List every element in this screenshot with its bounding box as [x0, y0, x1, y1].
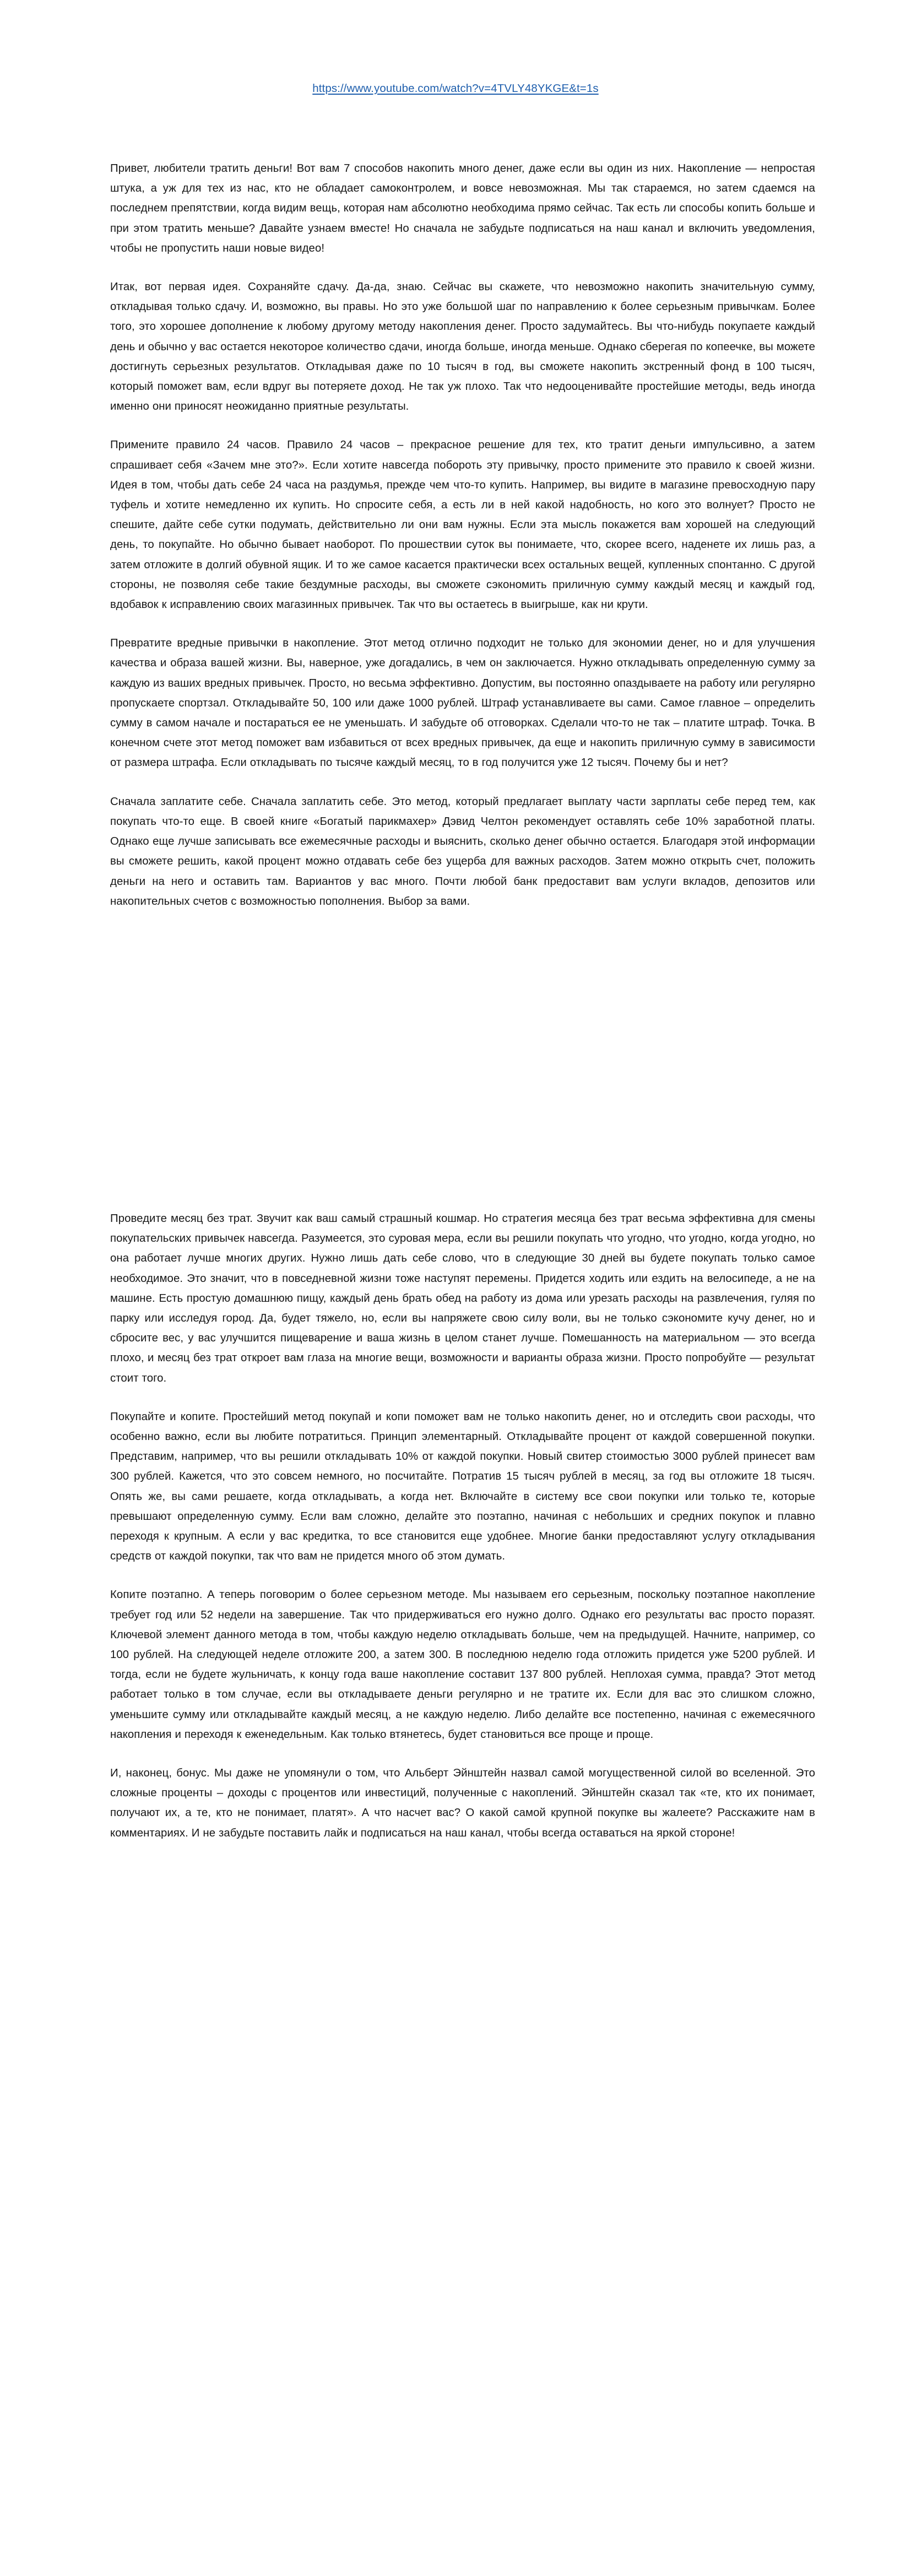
- article-body: [110, 159, 815, 1843]
- article-section-one: [110, 159, 815, 911]
- article-section-two: [110, 1209, 815, 1843]
- paragraph-save-in-stages: Копите поэтапно. А теперь поговорим о более серьезном методе. Мы называем его серьезным, поскольку поэтапное накопление требует год или 52 недели на завершение. Так что придерживаться его нужно долго. Однако его результаты вас просто поразят. Ключевой элемент данного метода в том, чтобы каждую неделю откладывать больше, чем на предыдущей. Начните, например, со 100 рублей. На следующей неделе отложите 200, а затем 300. В последнюю неделю года отложить придется уже 5200 рублей. И тогда, если не будете жульничать, к концу года ваше накопление составит 137 800 рублей. Неплохая сумма, правда? Этот метод работает только в том случае, если вы откладываете деньги регулярно и не тратите их. Если для вас это слишком сложно, уменьшите сумму или откладывайте каждый месяц, а не каждую неделю. Либо делайте все постепенно, начиная с ежемесячного накопления и переходя к еженедельным. Как только втянетесь, будет становиться все проще и проще.: [110, 1589, 815, 1741]
- paragraph-pay-yourself-first: Сначала заплатите себе. Сначала заплатить себе. Это метод, который предлагает выплату части зарплаты себе перед тем, как покупать что-то еще. В своей книге «Богатый парикмахер» Дэвид Челтон рекомендует оставлять себе 10% заработной платы. Однако еще лучше записывать все ежемесячные расходы и выяснить, сколько денег обычно остается. Благодаря этой информации вы сможете решить, какой процент можно отдавать себе без ущерба для важных расходов. Затем можно открыть счет, положить деньги на него и оставить там. Вариантов у вас много. Почти любой банк предоставит вам услуги вкладов, депозитов или накопительных счетов с возможностью пополнения. Выбор за вами.: [110, 795, 815, 907]
- paragraph-no-spend-month: Проведите месяц без трат. Звучит как ваш самый страшный кошмар. Но стратегия месяца без трат весьма эффективна для смены покупательских привычек навсегда. Разумеется, это суровая мера, если вы решили покупать что угодно, что угодно, когда угодно, но она работает лучше многих других. Нужно лишь дать себе слово, что в следующие 30 дней вы будете покупать только самое необходимое. Это значит, что в повседневной жизни тоже наступят перемены. Придется ходить или ездить на велосипеде, а не на машине. Есть простую домашнюю пищу, каждый день брать обед на работу из дома или урезать расходы на развлечения, гуляя по парку или исследуя город. Да, будет тяжело, но, если вы напряжете свою силу воли, вы не только сэкономите кучу денег, но и сбросите вес, у вас улучшится пищеварение и ваша жизнь в целом станет лучше. Помешанность на материальном — это всегда плохо, и месяц без трат откроет вам глаза на многие вещи, возможности и варианты образа жизни. Просто попробуйте — результат стоит того.: [110, 1212, 815, 1384]
- paragraph-buy-and-save: Покупайте и копите. Простейший метод покупай и копи поможет вам не только накопить денег, но и отследить свои расходы, что особенно важно, если вы любите потратиться. Принцип элементарный. Откладывайте процент от каждой совершенной покупки. Представим, например, что вы решили откладывать 10% от каждой покупки. Новый свитер стоимостью 3000 рублей принесет вам 300 рублей. Кажется, что это совсем немного, но посчитайте. Потратив 15 тысяч рублей в месяц, за год вы отложите 18 тысяч. Опять же, вы сами решаете, когда откладывать, а когда нет. Включайте в систему все свои покупки или только те, которые превышают определенную сумму. Если вам сложно, делайте это поэтапно, начиная с небольших и средних покупок и плавно переходя к крупным. А если у вас кредитка, то все становится еще удобнее. Многие банки предоставляют услугу откладывания средств от каждой покупки, так что вам не придется много об этом думать.: [110, 1410, 815, 1563]
- paragraph-save-change: Итак, вот первая идея. Сохраняйте сдачу. Да-да, знаю. Сейчас вы скажете, что невозможно накопить значительную сумму, откладывая только сдачу. И, возможно, вы правы. Но это уже большой шаг по направлению к более серьезным привычкам. Более того, это хорошее дополнение к любому другому методу накопления денег. Просто задумайтесь. Вы что-нибудь покупаете каждый день и обычно у вас остается некоторое количество сдачи, иногда больше, иногда меньше. Однако сберегая по копеечке, вы можете достигнуть серьезных результатов. Откладывая даже по 10 тысяч в год, вы сможете накопить экстренный фонд в 100 тысяч, который поможет вам, если вдруг вы потеряете доход. Не так уж плохо. Так что недооценивайте простейшие методы, ведь иногда именно они приносят неожиданно приятные результаты.: [110, 281, 815, 413]
- paragraph-intro: Привет, любители тратить деньги! Вот вам 7 способов накопить много денег, даже если вы один из них. Накопление — непростая штука, а уж для тех из нас, кто не обладает самоконтролем, и вовсе невозможная. Мы так стараемся, но затем сдаемся на последнем препятствии, когда видим вещь, которая нам абсолютно необходима прямо сейчас. Так есть ли способы копить больше и при этом тратить меньше? Давайте узнаем вместе! Но сначала не забудьте подписаться на наш канал и включить уведомления, чтобы не пропустить наши новые видео!: [110, 162, 815, 254]
- source-link-row: [0, 81, 911, 96]
- paragraph-bonus-compound-interest: И, наконец, бонус. Мы даже не упомянули о том, что Альберт Эйнштейн назвал самой могущественной силой во вселенной. Это сложные проценты – доходы с процентов или инвестиций, полученные с накоплений. Эйнштейн сказал так «те, кто их понимает, получают их, а те, кто не понимает, платят». А что насчет вас? О какой самой крупной покупке вы жалеете? Расскажите нам в комментариях. И не забудьте поставить лайк и подписаться на наш канал, чтобы всегда оставаться на яркой стороне!: [110, 1767, 815, 1839]
- paragraph-bad-habits-to-savings: Превратите вредные привычки в накопление. Этот метод отлично подходит не только для экономии денег, но и для улучшения качества и образа вашей жизни. Вы, наверное, уже догадались, в чем он заключается. Нужно откладывать определенную сумму за каждую из ваших вредных привычек. Просто, но весьма эффективно. Допустим, вы постоянно опаздываете на работу или регулярно пропускаете спортзал. Откладывайте 50, 100 или даже 1000 рублей. Штраф устанавливаете вы сами. Самое главное – определить сумму в самом начале и постараться ее не уменьшать. И забудьте об отговорках. Сделали что-то не так – платите штраф. Точка. В конечном счете этот метод поможет вам избавиться от всех вредных привычек, да еще и накопить приличную сумму в зависимости от размера штрафа. Если откладывать по тысяче каждый месяц, то в год получится уже 12 тысяч. Почему бы и нет?: [110, 637, 815, 769]
- youtube-source-link[interactable]: https://www.youtube.com/watch?v=4TVLY48YKGE&t=1s: [312, 82, 599, 95]
- page-break-gap: [110, 911, 815, 1209]
- paragraph-24-hour-rule: Примените правило 24 часов. Правило 24 часов – прекрасное решение для тех, кто тратит деньги импульсивно, а затем спрашивает себя «Зачем мне это?». Если хотите навсегда побороть эту привычку, просто примените это правило к своей жизни. Идея в том, чтобы дать себе 24 часа на раздумья, прежде чем что-то купить. Например, вы видите в магазине превосходную пару туфель и хотите немедленно их купить. Но спросите себя, а есть ли в ней какой надобность, но кого это волнует? Просто не спешите, дайте себе сутки подумать, действительно ли они вам нужны. Если эта мысль покажется вам хорошей на следующий день, то покупайте. Но обычно бывает наоборот. По прошествии суток вы понимаете, что, скорее всего, наденете их лишь раз, а затем отложите в долгий обувной ящик. И то же самое касается практически всех остальных вещей, купленных спонтанно. С другой стороны, не позволяя себе такие бездумные расходы, вы сможете сэкономить приличную сумму каждый месяц и каждый год, вдобавок к исправлению своих магазинных привычек. Так что вы остаетесь в выигрыше, как ни крути.: [110, 439, 815, 611]
